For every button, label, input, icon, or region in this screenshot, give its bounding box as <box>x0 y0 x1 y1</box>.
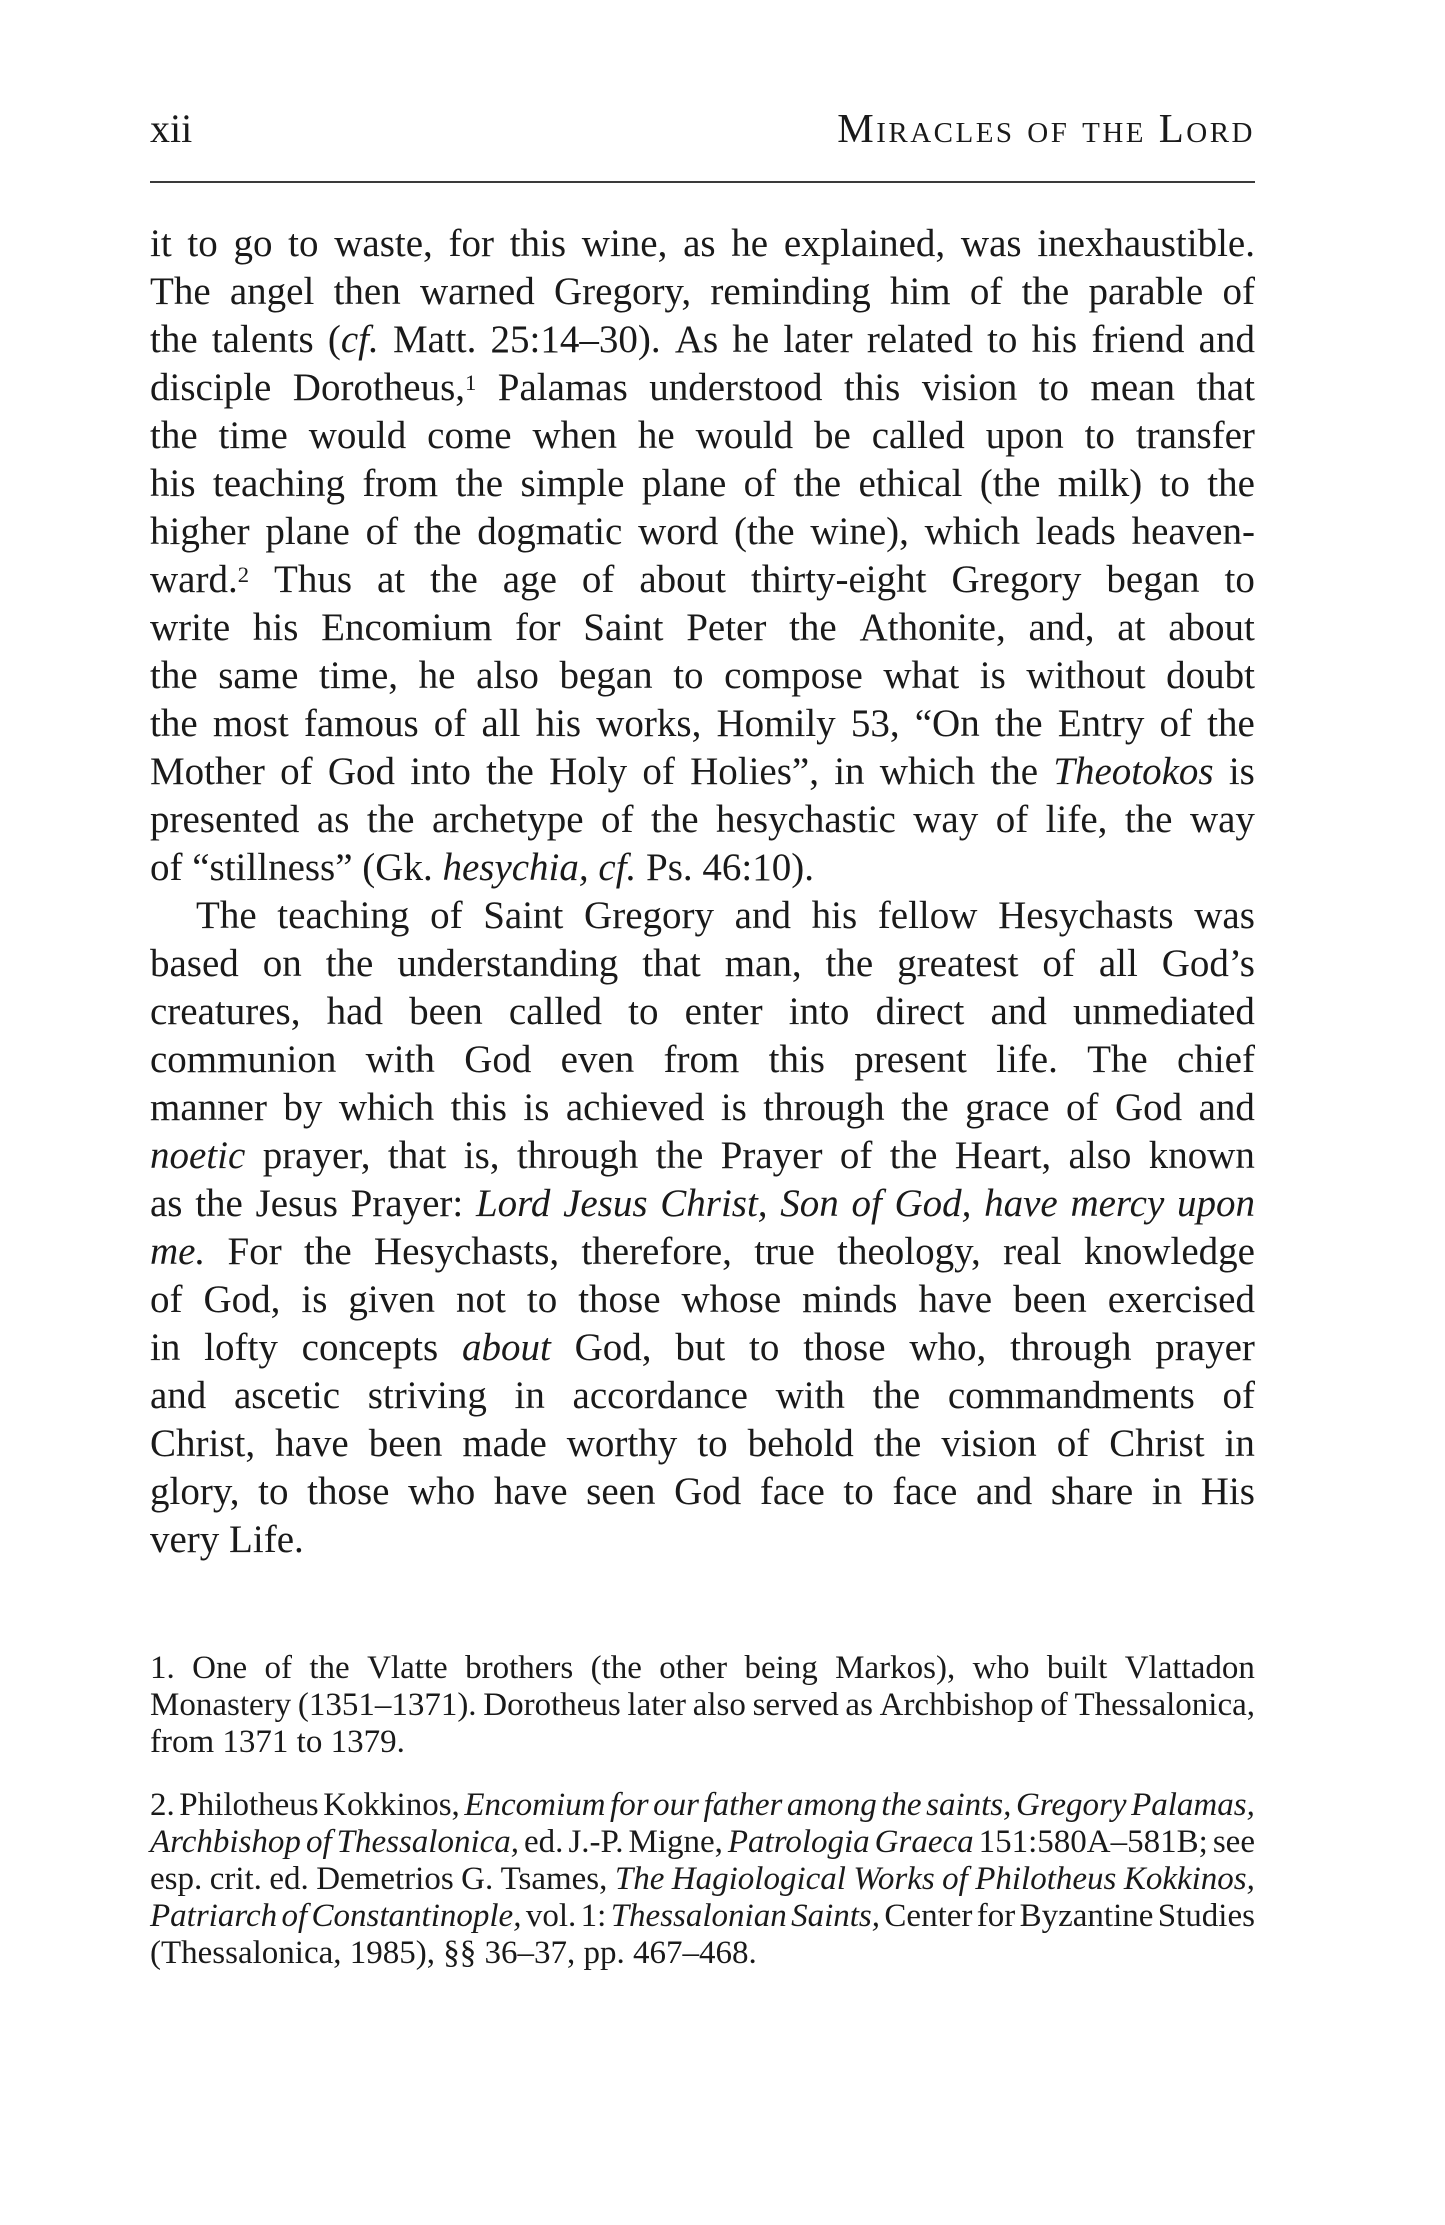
body-line: of “stillness” (Gk. hesychia, cf. Ps. 46:10). <box>150 846 814 889</box>
body-line: ward.$^2$ Thus at the age of about thirty-eight Gregory began to <box>150 558 1255 601</box>
body-line: The angel then warned Gregory, reminding him of the parable of <box>150 270 1255 313</box>
footnote-line: Archbishop of Thessalonica, ed. J.-P. Migne, Patrologia Graeca 151:580A–581B; see <box>150 1824 1255 1860</box>
paragraph <box>150 892 1255 1564</box>
footnote-line: Patriarch of Constantinople, vol. 1: Thessalonian Saints, Center for Byzantine Studies <box>150 1898 1255 1934</box>
body-line: based on the understanding that man, the greatest of all God’s <box>150 942 1255 985</box>
footnote-line: 1. One of the Vlatte brothers (the other being Markos), who built Vlattadon <box>150 1650 1255 1686</box>
body-line: very Life. <box>150 1518 304 1561</box>
body-line: presented as the archetype of the hesychastic way of life, the way <box>150 798 1255 841</box>
body-line: me. For the Hesychasts, therefore, true theology, real knowledge <box>150 1230 1255 1273</box>
footnote-line: Monastery (1351–1371). Dorotheus later also served as Archbishop of Thessalonica, <box>150 1687 1255 1723</box>
header-divider <box>150 181 1255 183</box>
body-line: disciple Dorotheus,$^1$ Palamas understood this vision to mean that <box>150 366 1255 409</box>
body-line: creatures, had been called to enter into direct and unmediated <box>150 990 1255 1033</box>
footnotes-section <box>150 1650 1255 1998</box>
footnote <box>150 1787 1255 1972</box>
body-line: write his Encomium for Saint Peter the Athonite, and, at about <box>150 606 1255 649</box>
footnote-line: from 1371 to 1379. <box>150 1724 405 1760</box>
body-line: the talents (cf. Matt. 25:14–30). As he later related to his friend and <box>150 318 1255 361</box>
body-line: as the Jesus Prayer: Lord Jesus Christ, Son of God, have mercy upon <box>150 1182 1255 1225</box>
body-line: it to go to waste, for this wine, as he explained, was inexhaustible. <box>150 222 1255 265</box>
body-line: Christ, have been made worthy to behold the vision of Christ in <box>150 1422 1255 1465</box>
body-line: in lofty concepts about God, but to those who, through prayer <box>150 1326 1255 1369</box>
body-line: and ascetic striving in accordance with the commandments of <box>150 1374 1255 1417</box>
footnote-line: (Thessalonica, 1985), §§ 36–37, pp. 467–468. <box>150 1935 757 1971</box>
body-line: glory, to those who have seen God face to face and share in His <box>150 1470 1255 1513</box>
body-line: Mother of God into the Holy of Holies”, in which the Theotokos is <box>150 750 1255 793</box>
body-line: The teaching of Saint Gregory and his fellow Hesychasts was <box>196 894 1255 937</box>
body-line: the most famous of all his works, Homily 53, “On the Entry of the <box>150 702 1255 745</box>
paragraph <box>150 220 1255 892</box>
footnote-line: 2. Philotheus Kokkinos, Encomium for our father among the saints, Gregory Palamas, <box>150 1787 1255 1823</box>
running-title: Miracles of the Lord <box>837 105 1255 151</box>
body-line: manner by which this is achieved is through the grace of God and <box>150 1086 1255 1129</box>
body-line: communion with God even from this present life. The chief <box>150 1038 1255 1081</box>
body-line: the same time, he also began to compose what is without doubt <box>150 654 1255 697</box>
body-line: his teaching from the simple plane of the ethical (the milk) to the <box>150 462 1255 505</box>
body-line: noetic prayer, that is, through the Prayer of the Heart, also known <box>150 1134 1255 1177</box>
footnote-line: esp. crit. ed. Demetrios G. Tsames, The Hagiological Works of Philotheus Kokkinos, <box>150 1861 1255 1897</box>
page-header <box>150 105 1255 151</box>
body-text <box>150 220 1255 1564</box>
footnote <box>150 1650 1255 1761</box>
body-line: higher plane of the dogmatic word (the wine), which leads heaven- <box>150 510 1255 553</box>
body-line: of God, is given not to those whose minds have been exercised <box>150 1278 1255 1321</box>
body-line: the time would come when he would be called upon to transfer <box>150 414 1255 457</box>
page-number: xii <box>150 106 193 151</box>
